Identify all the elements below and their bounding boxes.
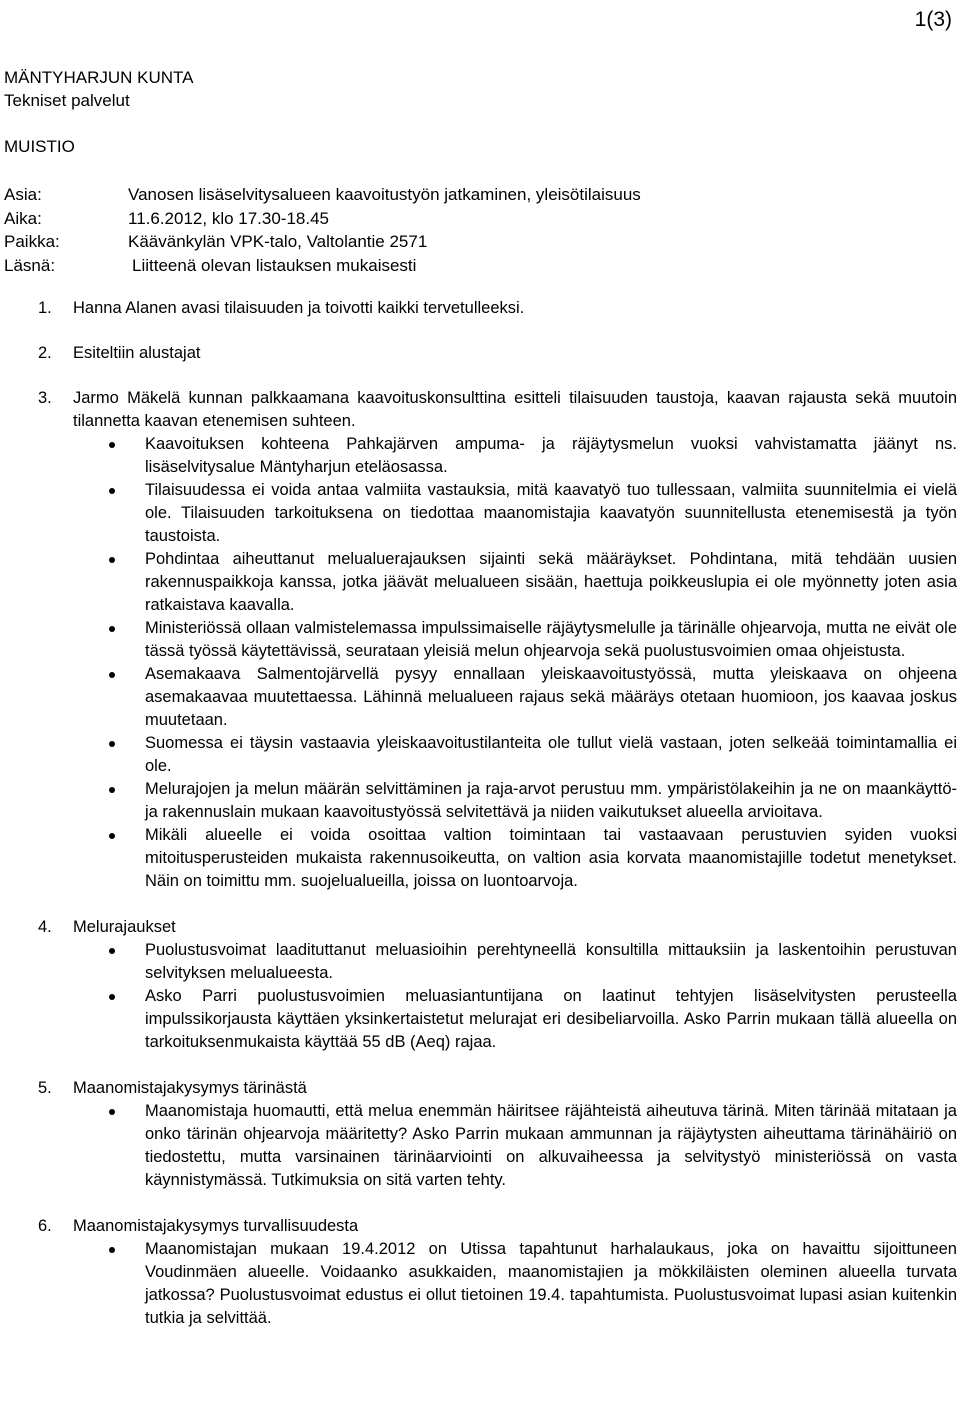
meta-key: Aika: xyxy=(4,208,42,228)
agenda-item-5 xyxy=(0,1077,957,1100)
agenda-item-1 xyxy=(0,297,957,320)
list-item xyxy=(0,433,957,479)
bullet-icon xyxy=(109,1247,115,1253)
list-item xyxy=(0,732,957,778)
agenda-item-6 xyxy=(0,1215,957,1238)
agenda-list xyxy=(0,297,957,1330)
item-number: 1. xyxy=(38,299,52,317)
item-number: 3. xyxy=(38,389,52,407)
list-item xyxy=(0,479,957,548)
list-item xyxy=(0,548,957,617)
list-item xyxy=(0,617,957,663)
list-item xyxy=(0,824,957,893)
list-item xyxy=(0,778,957,824)
item-text: Maanomistajakysymys tärinästä xyxy=(73,1079,307,1097)
item-text: Esiteltiin alustajat xyxy=(73,344,201,362)
meta-row-place xyxy=(4,230,641,254)
bullet-icon xyxy=(109,994,115,1000)
item-text: Maanomistajakysymys turvallisuudesta xyxy=(73,1217,359,1235)
item-number: 4. xyxy=(38,918,52,936)
meta-value: 11.6.2012, klo 17.30-18.45 xyxy=(128,208,330,228)
meta-row-subject xyxy=(4,183,641,207)
bullet-text: Asko Parri puolustusvoimien meluasiantuntijana on laatinut tehtyjen lisäselvitysten perusteella impulssikorjausta käyttäen yksinkertaistetut melurajat eri desibeliarvoilla. Asko Parrin mukaan tällä alueella on tarkoituksenmukaista käyttää 55 dB (Aeq) rajaa. xyxy=(145,987,957,1051)
agenda-item-3 xyxy=(0,387,957,433)
meta-value: Vanosen lisäselvitysalueen kaavoitustyön jatkaminen, yleisötilaisuus xyxy=(128,185,641,204)
bullet-icon xyxy=(109,557,115,563)
organization-name: MÄNTYHARJUN KUNTA xyxy=(4,68,194,87)
bullet-text: Maanomistaja huomautti, että melua enemmän häiritsee räjähteistä aiheutuva tärinä. Miten tärinää mitataan ja onko tärinän ohjearvoja määritetty? Asko Parrin mukaan ammunnan ja räjäytysten aiheuttama tärinähäiriö on tiedostettu, mutta varsinainen tärinäarviointi on alkuvaiheessa ja selvitystyö ministeriössä on vasta käynnistymässä. Tutkimuksia on sitä varten tehty. xyxy=(145,1102,957,1189)
bullet-text: Mikäli alueelle ei voida osoittaa valtion toimintaan tai vastaavaan perustuvien syiden vuoksi mitoitusperusteiden mukaista rakennusoikeutta, on valtion asia korvata maanomistajille todetut menetykset. Näin on toimittu mm. suojelualueilla, joissa on luontoarvoja. xyxy=(145,826,957,890)
bullet-list xyxy=(0,1100,957,1192)
document-header xyxy=(4,66,194,112)
list-item xyxy=(0,1238,957,1330)
bullet-icon xyxy=(109,626,115,632)
agenda-item-4 xyxy=(0,916,957,939)
bullet-text: Suomessa ei täysin vastaavia yleiskaavoitustilanteita ole tullut vielä vastaan, joten selkeää toimintamallia ei ole. xyxy=(145,734,957,775)
list-item xyxy=(0,663,957,732)
meta-row-time xyxy=(4,207,641,231)
item-number: 6. xyxy=(38,1217,52,1235)
bullet-text: Tilaisuudessa ei voida antaa valmiita vastauksia, mitä kaavatyö tuo tullessaan, valmiita suunnitelmia ei vielä ole. Tilaisuuden tarkoituksena on tiedottaa maanomistajia kaavatyön suunnitellusta etenemisestä ja työn taustoista. xyxy=(145,481,957,545)
bullet-text: Ministeriössä ollaan valmistelemassa impulssimaiselle räjäytysmelulle ja tärinälle ohjearvoja, mutta ne eivät ole tässä työssä käytettävissä, seurataan yleisiä melun ohjearvoja sekä puolustusvoimien omaa ohjeistusta. xyxy=(145,619,957,660)
department-name: Tekniset palvelut xyxy=(4,91,130,110)
item-text: Jarmo Mäkelä kunnan palkkaamana kaavoituskonsulttina esitteli tilaisuuden taustoja, kaavan rajausta sekä muutoin tilannetta kaavan etenemisen suhteen. xyxy=(73,389,957,430)
bullet-icon xyxy=(109,948,115,954)
meta-value: Käävänkylän VPK-talo, Valtolantie 2571 xyxy=(128,232,428,251)
list-item xyxy=(0,1100,957,1192)
bullet-icon xyxy=(109,1109,115,1115)
bullet-text: Melurajojen ja melun määrän selvittäminen ja raja-arvot perustuu mm. ympäristölakeihin ja ne on maankäyttö- ja rakennuslain mukaan kaavoitustyössä selvitettävä ja niiden vaikutukset alueella arvioitava. xyxy=(145,780,957,821)
list-item xyxy=(0,985,957,1054)
document-type: MUISTIO xyxy=(4,137,75,156)
bullet-icon xyxy=(109,672,115,678)
bullet-icon xyxy=(109,787,115,793)
item-number: 5. xyxy=(38,1079,52,1097)
bullet-text: Puolustusvoimat laadituttanut meluasioihin perehtyneellä konsultilla mittauksiin ja laskentoihin perustuvan selvityksen melualueesta. xyxy=(145,941,957,982)
bullet-list xyxy=(0,433,957,893)
bullet-icon xyxy=(109,833,115,839)
meta-key: Asia: xyxy=(4,185,42,204)
page-number: 1(3) xyxy=(914,8,952,31)
bullet-icon xyxy=(109,488,115,494)
item-text: Hanna Alanen avasi tilaisuuden ja toivotti kaikki tervetulleeksi. xyxy=(73,299,525,317)
meta-key: Läsnä: xyxy=(4,255,56,275)
agenda-item-2 xyxy=(0,342,957,365)
bullet-list xyxy=(0,939,957,1054)
item-number: 2. xyxy=(38,344,52,362)
list-item xyxy=(0,939,957,985)
bullet-icon xyxy=(109,741,115,747)
meta-row-attendees xyxy=(4,254,641,278)
item-text: Melurajaukset xyxy=(73,918,176,936)
meta-key: Paikka: xyxy=(4,232,60,251)
bullet-icon xyxy=(109,442,115,448)
bullet-list xyxy=(0,1238,957,1330)
bullet-text: Maanomistajan mukaan 19.4.2012 on Utissa tapahtunut harhalaukaus, joka on havaittu sijoittuneen Voudinmäen alueelle. Voidaanko asukkaiden, maanomistajien ja mökkiläisten oleminen alueella turvata jatkossa? Puolustusvoimat edustus ei ollut tietoinen 19.4. tapahtumista. Puolustusvoimat lupasi asian kuitenkin tutkia ja selvittää. xyxy=(145,1240,957,1327)
meeting-details xyxy=(4,183,641,277)
bullet-text: Pohdintaa aiheuttanut melualuerajauksen sijainti sekä määräykset. Pohdintana, mitä tehdään uusien rakennuspaikkoja kanssa, jotka jäävät melualueen sisään, haettuja poikkeuslupia ei ole myönnetty joten asia ratkaistava kaavalla. xyxy=(145,550,957,614)
meta-value: Liitteenä olevan listauksen mukaisesti xyxy=(132,255,417,275)
bullet-text: Asemakaava Salmentojärvellä pysyy ennallaan yleiskaavoitustyössä, mutta yleiskaava on ohjeena asemakaavaa muutettaessa. Lähinnä melualueen rajaus sekä määräys otetaan huomioon, jos kaavaa joskus muutetaan. xyxy=(145,665,957,729)
bullet-text: Kaavoituksen kohteena Pahkajärven ampuma- ja räjäytysmelun vuoksi vahvistamatta jäänyt ns. lisäselvitysalue Mäntyharjun eteläosassa. xyxy=(145,435,957,476)
